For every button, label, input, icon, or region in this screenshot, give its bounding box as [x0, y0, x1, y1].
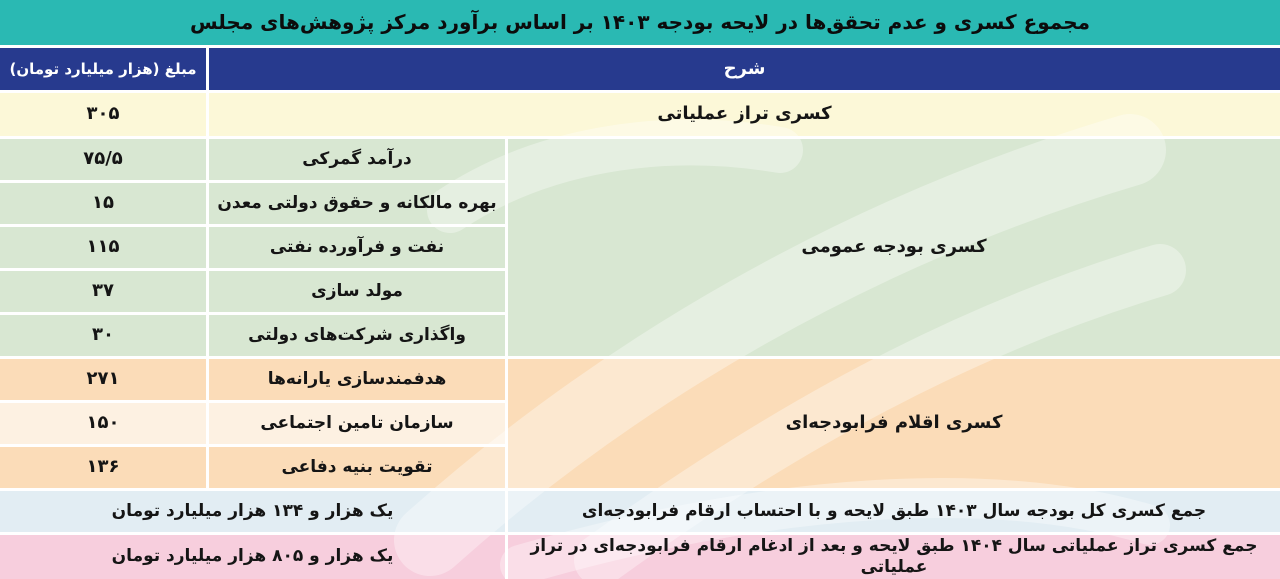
item-name-targeted-subsidies: هدفمندسازی یارانه‌ها [209, 359, 505, 400]
table-title: مجموع کسری و عدم تحقق‌ها در لایحه بودجه ۱۴۰۳ بر اساس برآورد مرکز پژوهش‌های مجلس [0, 0, 1280, 45]
item-amount: ۱۵۰ [0, 403, 206, 444]
item-name-mining-royalties: بهره مالکانه و حقوق دولتی معدن [209, 183, 505, 224]
item-amount: ۱۳۶ [0, 447, 206, 488]
item-amount: ۳۰ [0, 315, 206, 356]
total-budget-deficit-amount: یک هزار و ۱۳۴ هزار میلیارد تومان [0, 491, 505, 532]
item-amount: ۲۷۱ [0, 359, 206, 400]
general-budget-group-label: کسری بودجه عمومی [508, 139, 1280, 356]
item-amount: ۱۵ [0, 183, 206, 224]
total-budget-deficit-desc: جمع کسری کل بودجه سال ۱۴۰۳ طبق لایحه و با احتساب ارقام فرابودجه‌ای [508, 491, 1280, 532]
item-name-oil-products: نفت و فرآورده نفتی [209, 227, 505, 268]
column-header-description: شرح [209, 48, 1280, 90]
item-name-state-company-divestiture: واگذاری شرکت‌های دولتی [209, 315, 505, 356]
operational-deficit-amount: ۳۰۵ [0, 93, 206, 136]
extra-budget-group-label: کسری اقلام فرابودجه‌ای [508, 359, 1280, 488]
operational-deficit-desc: کسری تراز عملیاتی [209, 93, 1280, 136]
total-operational-deficit-desc: جمع کسری تراز عملیاتی سال ۱۴۰۴ طبق لایحه و بعد از ادغام ارقام فرابودجه‌ای در تراز عملیاتی [508, 535, 1280, 579]
item-amount: ۳۷ [0, 271, 206, 312]
total-operational-deficit-amount: یک هزار و ۸۰۵ هزار میلیارد تومان [0, 535, 505, 579]
column-header-amount: مبلغ (هزار میلیارد تومان) [0, 48, 206, 90]
item-name-social-security-org: سازمان تامین اجتماعی [209, 403, 505, 444]
item-name-customs-revenue: درآمد گمرکی [209, 139, 505, 180]
item-name-defense-strengthening: تقویت بنیه دفاعی [209, 447, 505, 488]
item-amount: ۷۵/۵ [0, 139, 206, 180]
item-name-asset-monetization: مولد سازی [209, 271, 505, 312]
item-amount: ۱۱۵ [0, 227, 206, 268]
